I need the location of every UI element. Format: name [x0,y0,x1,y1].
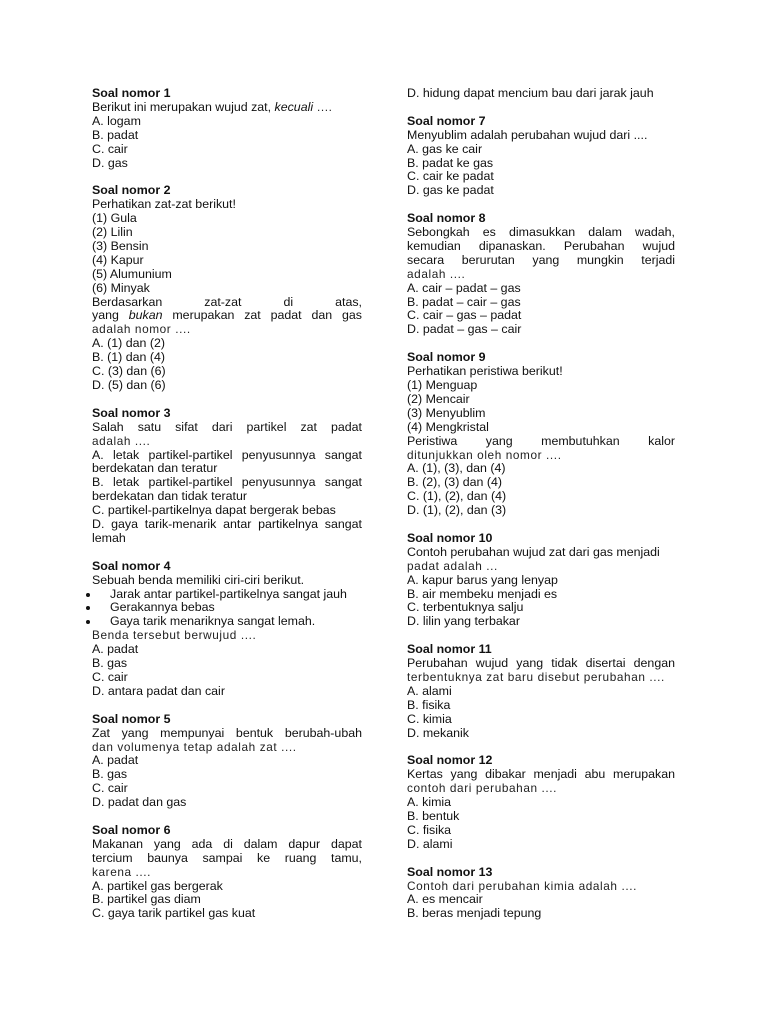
option-c: C. gaya tarik partikel gas kuat [92,906,256,921]
question-title: Soal nomor 12 [407,753,493,768]
question-stem-line: ditunjukkan oleh nomor .... [407,447,562,462]
question-12 [407,754,675,851]
question-stem: Benda tersebut berwujud .... [92,628,257,643]
option-c: C. cair [92,670,128,685]
question-6-continued [407,87,675,101]
list-item: (4) Mengkristal [407,419,489,434]
option-b: B. padat ke gas [407,155,494,170]
option-d: D. gas ke padat [407,183,494,198]
question-9 [407,351,675,518]
option-d: D. alami [407,836,453,851]
question-stem-line: Peristiwa yang membutuhkan kalor [407,433,675,448]
list-item: (5) Alumunium [92,266,172,281]
option-d: D. gaya tarik-menarik antar partikelnya sangat [92,517,362,532]
option-b: B. gas [92,656,128,671]
option-c: C. (1), (2), dan (4) [407,489,507,504]
option-d: D. (1), (2), dan (3) [407,503,507,518]
stem-text: Berikut ini merupakan wujud zat, [92,99,275,114]
question-2 [92,184,362,393]
option-c: C. partikel-partikelnya dapat bergerak bebas [92,503,336,518]
list-item: (3) Bensin [92,238,149,253]
question-stem-line: Salah satu sifat dari partikel zat padat [92,419,362,434]
question-stem-line: contoh dari perubahan .... [407,781,558,796]
question-4 [92,560,362,699]
question-stem-line: adalah .... [92,433,151,448]
bullet-text: Gaya tarik menariknya sangat lemah. [110,614,316,629]
option-a: A. kapur barus yang lenyap [407,572,558,587]
question-11 [407,643,675,740]
option-c: C. terbentuknya salju [407,600,524,615]
list-item: (3) Menyublim [407,405,486,420]
stem-text: yang [92,308,129,323]
question-title: Soal nomor 6 [92,822,171,837]
option-d-cont: lemah [92,530,126,545]
option-b-cont: berdekatan dan tidak teratur [92,489,247,504]
option-a: A. letak partikel-partikel penyusunnya sangat [92,447,362,462]
bullet-text: Gerakannya bebas [110,600,215,615]
option-c: C. (3) dan (6) [92,364,166,379]
question-intro: Perhatikan peristiwa berikut! [407,364,563,379]
question-13 [407,866,675,922]
question-5 [92,713,362,810]
question-intro: Sebuah benda memiliki ciri-ciri berikut. [92,572,305,587]
question-stem-line: Zat yang mempunyai bentuk berubah-ubah [92,725,362,740]
list-item: (1) Gula [92,211,137,226]
question-stem-line: karena .... [92,864,152,879]
option-a: A. padat [92,642,139,657]
list-item: (2) Lilin [92,225,133,240]
option-a: A. gas ke cair [407,141,483,156]
question-stem-line [92,309,362,323]
list-item: (1) Menguap [407,377,478,392]
question-stem-line: dan volumenya tetap adalah zat .... [92,739,297,754]
option-d: D. (5) dan (6) [92,378,166,393]
question-stem-line: Berdasarkan zat-zat di atas, [92,294,362,309]
option-b: B. gas [92,767,128,782]
option-c: C. cair ke padat [407,169,494,184]
option-a: A. kimia [407,795,452,810]
question-stem-line: Perubahan wujud yang tidak disertai dengan [407,656,675,671]
question-stem-line: adalah nomor .... [92,322,191,337]
option-a: A. (1) dan (2) [92,336,165,351]
option-c: C. cair – gas – padat [407,308,522,323]
stem-text: merupakan zat padat dan gas [162,308,362,323]
option-a: A. alami [407,683,452,698]
right-column [407,87,675,935]
option-b: B. bentuk [407,809,460,824]
list-item: (6) Minyak [92,280,150,295]
option-b: B. partikel gas diam [92,892,201,907]
option-b: B. (2), (3) dan (4) [407,475,503,490]
option-d: D. mekanik [407,725,469,740]
option-d: D. hidung dapat mencium bau dari jarak jauh [407,86,654,100]
list-item: (4) Kapur [92,252,144,267]
option-b: B. air membeku menjadi es [407,586,558,601]
question-stem: Contoh dari perubahan kimia adalah .... [407,878,637,893]
question-title: Soal nomor 2 [92,183,171,198]
bullet-icon [86,606,90,610]
option-b: B. padat – cair – gas [407,294,521,309]
option-d: D. gas [92,155,128,170]
option-a: A. partikel gas bergerak [92,878,223,893]
question-3 [92,407,362,546]
question-1 [92,87,362,170]
option-c: C. cair [92,141,128,156]
option-b: B. (1) dan (4) [92,350,165,365]
question-title: Soal nomor 3 [92,405,171,420]
list-item: (2) Mencair [407,391,470,406]
question-6 [92,824,362,921]
bullet-item [86,615,362,629]
stem-emphasis: kecuali [274,99,314,114]
question-title: Soal nomor 10 [407,530,493,545]
question-title: Soal nomor 5 [92,711,171,726]
option-d: D. antara padat dan cair [92,683,225,698]
question-stem-line: secara berurutan yang mungkin terjadi [407,252,675,267]
bullet-text: Jarak antar partikel-partikelnya sangat jauh [110,586,347,601]
bullet-item [86,601,362,615]
option-b: B. fisika [407,697,451,712]
question-stem-line: terbentuknya zat baru disebut perubahan .... [407,669,665,684]
question-stem-line: Makanan yang ada di dalam dapur dapat [92,836,362,851]
bullet-icon [86,620,90,624]
option-b: B. letak partikel-partikel penyusunnya sangat [92,475,362,490]
bullet-item [86,588,362,602]
stem-emphasis: bukan [128,308,163,323]
question-stem-line: kemudian dipanaskan. Perubahan wujud [407,238,675,253]
option-c: C. cair [92,781,128,796]
option-d: D. lilin yang terbakar [407,614,520,629]
question-8 [407,212,675,337]
question-stem-line: adalah .... [407,266,466,281]
option-a-cont: berdekatan dan teratur [92,461,218,476]
question-7 [407,115,675,198]
option-c: C. fisika [407,822,452,837]
option-a: A. logam [92,113,141,128]
question-intro: Perhatikan zat-zat berikut! [92,197,236,212]
option-a: A. padat [92,753,139,768]
question-title: Soal nomor 1 [92,86,171,100]
question-stem: Menyublim adalah perubahan wujud dari .... [407,127,648,142]
option-b: B. padat [92,127,139,142]
question-title: Soal nomor 7 [407,113,486,128]
question-stem [92,101,362,115]
option-a: A. es mencair [407,892,483,907]
question-10 [407,532,675,629]
question-stem-line: tercium baunya sampai ke ruang tamu, [92,850,362,865]
stem-ellipsis: .... [313,99,333,114]
option-d: D. padat dan gas [92,795,187,810]
question-title: Soal nomor 8 [407,211,486,226]
question-title: Soal nomor 9 [407,350,486,365]
option-d: D. padat – gas – cair [407,322,522,337]
question-stem-line: Kertas yang dibakar menjadi abu merupakan [407,767,675,782]
option-a: A. cair – padat – gas [407,280,521,295]
option-b: B. beras menjadi tepung [407,906,542,921]
question-title: Soal nomor 13 [407,864,493,879]
question-stem-line: Sebongkah es dimasukkan dalam wadah, [407,225,675,240]
question-stem-line: padat adalah ... [407,558,498,573]
question-stem-line: Contoh perubahan wujud zat dari gas menjadi [407,544,660,559]
left-column [92,87,362,935]
bullet-icon [86,593,90,597]
question-title: Soal nomor 4 [92,558,171,573]
option-c: C. kimia [407,711,452,726]
question-title: Soal nomor 11 [407,642,492,657]
option-a: A. (1), (3), dan (4) [407,461,506,476]
